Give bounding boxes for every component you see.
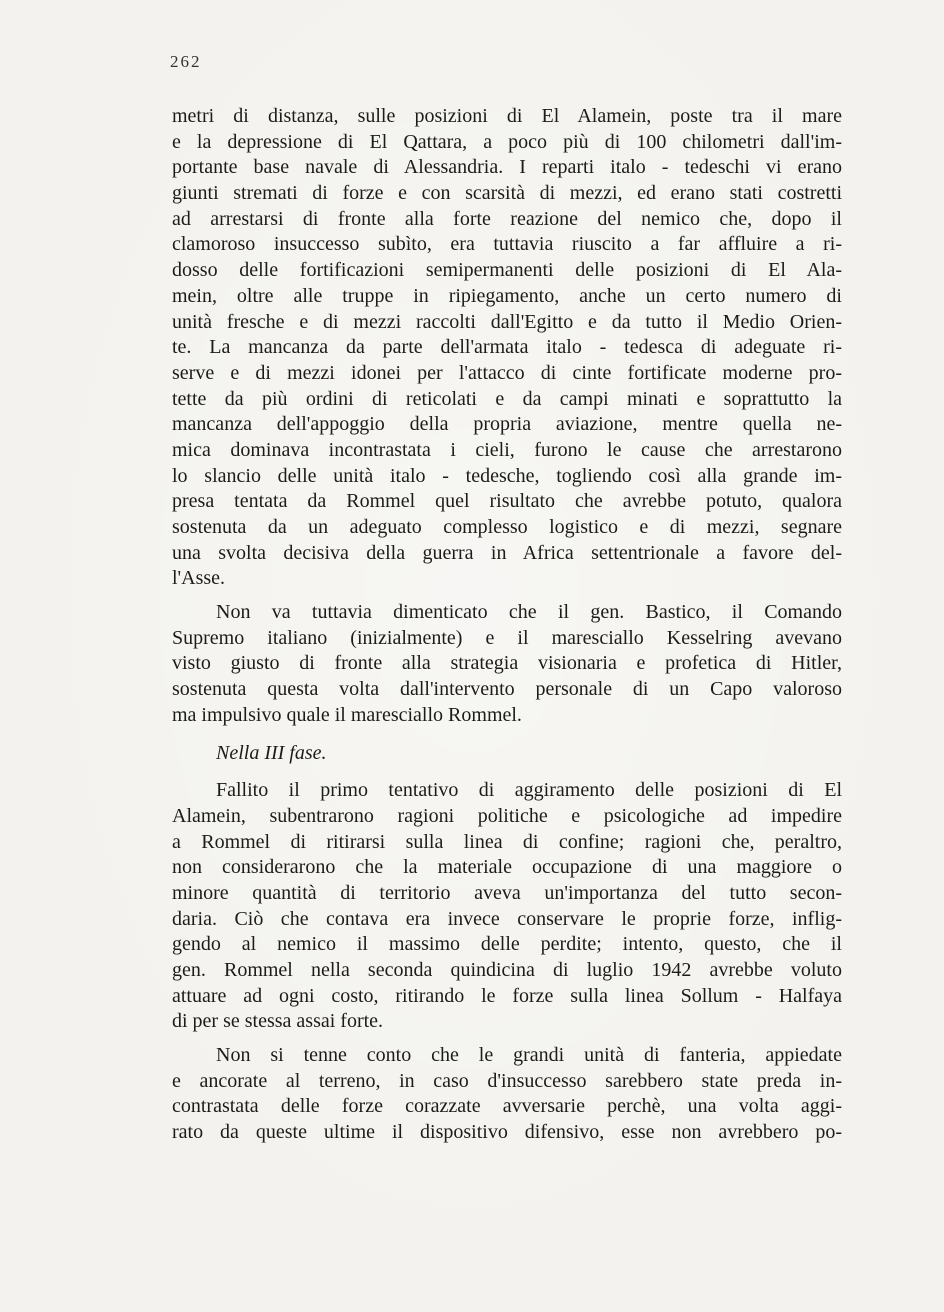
text-line: unità fresche e di mezzi raccolti dall'Egitto e da tutto il Medio Orien-: [172, 310, 842, 333]
text-line: Supremo italiano (inizialmente) e il maresciallo Kesselring avevano: [172, 626, 842, 649]
text-line: sostenuta questa volta dall'intervento personale di un Capo valoroso: [172, 678, 842, 701]
text-line: metri di distanza, sulle posizioni di El Alamein, poste tra il mare: [172, 105, 842, 127]
paragraph-2: [172, 600, 842, 728]
text-line: clamoroso insuccesso subìto, era tuttavia riuscito a far affluire a ri-: [172, 233, 842, 256]
text-line: mein, oltre alle truppe in ripiegamento, anche un certo numero di: [172, 284, 842, 307]
text-line: gen. Rommel nella seconda quindicina di luglio 1942 avrebbe voluto: [172, 959, 842, 981]
paragraph-4: [172, 1043, 842, 1146]
text-line: tette da più ordini di reticolati e da campi minati e soprattutto la: [172, 387, 842, 410]
text-line: ma impulsivo quale il maresciallo Rommel.: [172, 703, 522, 726]
text-line: ad arrestarsi di fronte alla forte reazione del nemico che, dopo il: [172, 207, 842, 230]
text-line: daria. Ciò che contava era invece conservare le proprie forze, inflig-: [172, 907, 842, 930]
paragraph-1: [172, 104, 842, 592]
text-line: mancanza dell'appoggio della propria aviazione, mentre quella ne-: [172, 413, 842, 436]
text-line: giunti stremati di forze e con scarsità di mezzi, ed erano stati costretti: [172, 182, 842, 205]
text-line: e ancorate al terreno, in caso d'insuccesso sarebbero state preda in-: [172, 1069, 842, 1092]
body-text: [172, 104, 842, 1146]
text-line: non considerarono che la materiale occupazione di una maggiore o: [172, 856, 842, 879]
text-line: e la depressione di El Qattara, a poco più di 100 chilometri dall'im-: [172, 130, 842, 153]
text-line: Alamein, subentrarono ragioni politiche e psicologiche ad impedire: [172, 804, 842, 827]
text-line: a Rommel di ritirarsi sulla linea di confine; ragioni che, peraltro,: [172, 830, 842, 853]
text-line: l'Asse.: [172, 567, 226, 590]
text-line: minore quantità di territorio aveva un'importanza del tutto secon-: [172, 881, 842, 904]
text-line: di per se stessa assai forte.: [172, 1010, 384, 1033]
text-line: presa tentata da Rommel quel risultato che avrebbe potuto, qualora: [172, 490, 842, 513]
section-heading-text: Nella III fase.: [216, 741, 327, 764]
paragraph-3: [172, 778, 842, 1035]
text-line: dosso delle fortificazioni semipermanenti delle posizioni di El Ala-: [172, 259, 842, 282]
text-line: una svolta decisiva della guerra in Africa settentrionale a favore del-: [172, 541, 842, 564]
text-line: sostenuta da un adeguato complesso logistico e di mezzi, segnare: [172, 516, 842, 538]
page-number: 262: [170, 52, 202, 71]
text-line: portante base navale di Alessandria. I reparti italo - tedeschi vi erano: [172, 156, 842, 179]
text-line: visto giusto di fronte alla strategia visionaria e profetica di Hitler,: [172, 652, 842, 675]
text-line: mica dominava incontrastata i cieli, furono le cause che arrestarono: [172, 438, 842, 461]
text-line: Non va tuttavia dimenticato che il gen. Bastico, il Comando: [216, 601, 842, 624]
text-line: contrastata delle forze corazzate avversarie perchè, una volta aggi-: [172, 1095, 842, 1118]
text-line: Fallito il primo tentativo di aggiramento delle posizioni di El: [216, 779, 842, 802]
section-heading: [172, 741, 842, 767]
text-line: Non si tenne conto che le grandi unità di fanteria, appiedate: [216, 1044, 842, 1067]
text-line: te. La mancanza da parte dell'armata italo - tedesca di adeguate ri-: [172, 336, 842, 359]
text-line: gendo al nemico il massimo delle perdite; intento, questo, che il: [172, 933, 842, 956]
text-line: lo slancio delle unità italo - tedesche, togliendo così alla grande im-: [172, 464, 842, 487]
text-line: attuare ad ogni costo, ritirando le forze sulla linea Sollum - Halfaya: [172, 984, 842, 1007]
text-line: rato da queste ultime il dispositivo difensivo, esse non avrebbero po-: [172, 1121, 842, 1144]
text-line: serve e di mezzi idonei per l'attacco di cinte fortificate moderne pro-: [172, 361, 842, 384]
